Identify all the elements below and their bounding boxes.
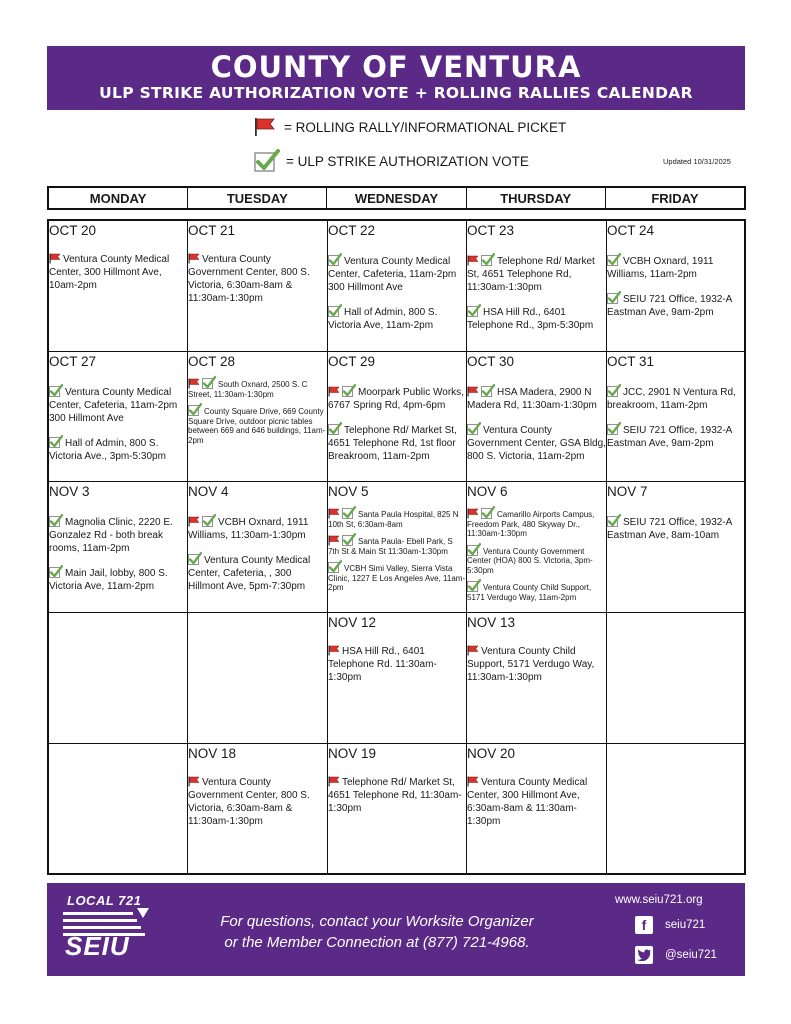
day-date: OCT 21 — [188, 223, 236, 238]
calendar-event — [467, 253, 606, 294]
calendar-event — [188, 403, 327, 445]
event-text: Ventura County Government Center, GSA Bldg, 800 S. Victoria, 11am-2pm — [467, 425, 606, 462]
event-text: Ventura County Medical Center, Cafeteria, 11am-2pm 300 Hillmont Ave — [49, 387, 178, 424]
calendar-event — [328, 533, 466, 556]
day-date: OCT 27 — [49, 354, 97, 369]
page-title: COUNTY OF VENTURA — [210, 50, 582, 84]
checkmark-icon — [342, 506, 356, 519]
event-text: Ventura County Government Center, 800 S. Victoria, 6:30am-8am & 11:30am-1:30pm — [188, 254, 310, 304]
calendar-grid — [47, 219, 746, 875]
calendar-event — [328, 384, 466, 412]
flag-icon — [254, 117, 278, 137]
calendar-event — [49, 384, 187, 425]
event-text: VCBH Simi Valley, Sierra Vista Clinic, 1227 E Los Angeles Ave, 11am-2pm — [328, 564, 466, 592]
calendar-event — [188, 514, 327, 542]
flag-icon — [328, 535, 340, 546]
flag-icon — [467, 645, 479, 656]
event-text: Telephone Rd/ Market St, 4651 Telephone Rd, 11:30am-1:30pm — [467, 256, 595, 293]
calendar-event — [328, 304, 466, 332]
checkmark-icon — [467, 422, 481, 435]
calendar-day-cell — [607, 482, 744, 613]
event-text: South Oxnard, 2500 S. C Street, 11:30am-1:30pm — [188, 380, 308, 399]
calendar-day-cell — [328, 221, 467, 352]
twitter-icon — [635, 946, 653, 964]
day-date: OCT 28 — [188, 354, 236, 369]
event-text: VCBH Oxnard, 1911 Williams, 11am-2pm — [607, 256, 714, 280]
checkmark-icon — [49, 565, 63, 578]
calendar-event — [188, 776, 327, 828]
calendar-day-cell — [49, 744, 188, 873]
calendar-event — [188, 376, 327, 399]
flag-icon — [467, 386, 479, 397]
event-text: Ventura County Medical Center, Cafeteria, , 300 Hillmont Ave, 5pm-7:30pm — [188, 555, 311, 592]
seiu-logo — [63, 893, 153, 969]
day-date: NOV 3 — [49, 484, 90, 499]
calendar-event — [607, 384, 744, 412]
checkmark-icon — [481, 506, 495, 519]
weekday-thursday: THURSDAY — [467, 188, 606, 208]
event-text: Telephone Rd/ Market St, 4651 Telephone Rd, 11:30am-1:30pm — [328, 777, 462, 814]
calendar-event — [467, 645, 606, 684]
calendar-day-cell — [328, 352, 467, 482]
checkmark-icon — [607, 291, 621, 304]
twitter-handle: @seiu721 — [665, 949, 717, 961]
legend-vote-label: = ULP STRIKE AUTHORIZATION VOTE — [286, 153, 529, 169]
calendar-day-cell — [607, 352, 744, 482]
checkmark-icon — [49, 384, 63, 397]
event-text: Ventura County Government Center, 800 S. Victoria, 6:30am-8am & 11:30am-1:30pm — [188, 777, 310, 827]
calendar-event — [188, 253, 327, 305]
checkmark-icon — [254, 149, 280, 173]
flag-icon — [328, 645, 340, 656]
event-text: Main Jail, lobby, 800 S. Victoria Ave, 11am-2pm — [49, 568, 168, 592]
calendar-event — [607, 253, 744, 281]
calendar-event — [607, 514, 744, 542]
legend-rally-label: = ROLLING RALLY/INFORMATIONAL PICKET — [284, 119, 567, 135]
calendar-event — [607, 422, 744, 450]
calendar-event — [49, 253, 187, 292]
calendar-day-cell — [467, 352, 607, 482]
checkmark-icon — [202, 514, 216, 527]
facebook-icon: f — [635, 916, 653, 934]
calendar-event — [467, 543, 606, 576]
day-date: OCT 31 — [607, 354, 655, 369]
calendar-event — [328, 645, 466, 684]
calendar-day-cell — [607, 221, 744, 352]
event-text: County Square Drive, 669 County Square Drive, outdoor picnic tables between 669 and 646 buildings, 11am-2pm — [188, 407, 326, 445]
flag-icon — [188, 516, 200, 527]
day-date: NOV 6 — [467, 484, 508, 499]
calendar-day-cell — [49, 352, 188, 482]
weekday-tuesday: TUESDAY — [188, 188, 327, 208]
event-text: Santa Paula Hospital, 825 N 10th St, 6:30am-8am — [328, 510, 459, 529]
checkmark-icon — [328, 253, 342, 266]
event-text: JCC, 2901 N Ventura Rd, breakroom, 11am-2pm — [607, 387, 736, 411]
event-text: HSA Hill Rd., 6401 Telephone Rd. 11:30am-1:30pm — [328, 646, 437, 683]
checkmark-icon — [188, 403, 202, 416]
day-date: OCT 24 — [607, 223, 655, 238]
event-text: VCBH Oxnard, 1911 Williams, 11:30am-1:30pm — [188, 517, 309, 541]
event-text: Ventura County Medical Center, 300 Hillmont Ave, 10am-2pm — [49, 254, 170, 291]
event-text: Hall of Admin, 800 S. Victoria Ave, 11am-2pm — [328, 307, 438, 331]
event-text: Ventura County Government Center (HOA) 800 S. Victoria, 3pm-5:30pm — [467, 546, 593, 575]
checkmark-icon — [328, 422, 342, 435]
legend-vote — [254, 149, 529, 173]
checkmark-icon — [607, 384, 621, 397]
checkmark-icon — [607, 514, 621, 527]
event-text: Ventura County Child Support, 5171 Verdugo Way, 11:30am-1:30pm — [467, 646, 595, 683]
day-date: OCT 22 — [328, 223, 376, 238]
event-text: HSA Hill Rd., 6401 Telephone Rd., 3pm-5:30pm — [467, 307, 594, 331]
calendar-event — [607, 291, 744, 319]
event-text: Ventura County Medical Center, Cafeteria, 11am-2pm 300 Hillmont Ave — [328, 256, 457, 293]
flag-icon — [188, 253, 200, 264]
flag-icon — [188, 776, 200, 787]
calendar-day-cell — [607, 613, 744, 744]
calendar-day-cell — [607, 744, 744, 873]
day-date: NOV 20 — [467, 746, 516, 761]
day-date: OCT 20 — [49, 223, 97, 238]
calendar-event — [328, 560, 466, 593]
checkmark-icon — [607, 253, 621, 266]
event-text: SEIU 721 Office, 1932-A Eastman Ave, 9am-2pm — [607, 294, 732, 318]
weekday-wednesday: WEDNESDAY — [327, 188, 466, 208]
flag-icon — [467, 255, 479, 266]
calendar-day-cell — [188, 221, 328, 352]
calendar-day-cell — [467, 613, 607, 744]
checkmark-icon — [342, 533, 356, 546]
day-date: NOV 12 — [328, 615, 377, 630]
checkmark-icon — [481, 384, 495, 397]
website-link[interactable]: www.seiu721.org — [615, 894, 703, 906]
event-text: Moorpark Public Works, 6767 Spring Rd, 4pm-6pm — [328, 387, 464, 411]
checkmark-icon — [328, 304, 342, 317]
checkmark-icon — [467, 579, 481, 592]
event-text: Telephone Rd/ Market St, 4651 Telephone Rd, 1st floor Breakroom, 11am-2pm — [328, 425, 457, 462]
event-text: SEIU 721 Office, 1932-A Eastman Ave, 8am-10am — [607, 517, 732, 541]
calendar-event — [49, 435, 187, 463]
event-text: Santa Paula- Ebell Park, S 7th St & Main St 11:30am-1:30pm — [328, 537, 453, 556]
facebook-handle: seiu721 — [665, 919, 706, 931]
flag-icon — [188, 378, 200, 389]
event-text: Ventura County Child Support, 5171 Verdugo Way, 11am-2pm — [467, 583, 592, 602]
checkmark-icon — [49, 435, 63, 448]
weekday-friday: FRIDAY — [651, 190, 699, 206]
event-text: Ventura County Medical Center, 300 Hillmont Ave, 6:30am-8am & 11:30am-1:30pm — [467, 777, 588, 827]
header-banner — [47, 46, 745, 110]
calendar-event — [467, 776, 606, 828]
day-date: OCT 29 — [328, 354, 376, 369]
flag-icon — [467, 776, 479, 787]
day-date: NOV 19 — [328, 746, 377, 761]
updated-date: Updated 10/31/2025 — [663, 157, 731, 166]
day-date: NOV 13 — [467, 615, 516, 630]
page-subtitle: ULP STRIKE AUTHORIZATION VOTE + ROLLING RALLIES CALENDAR — [99, 84, 693, 102]
day-date: OCT 23 — [467, 223, 515, 238]
flag-icon — [49, 253, 61, 264]
checkmark-icon — [607, 422, 621, 435]
calendar-event — [49, 565, 187, 593]
checkmark-icon — [328, 560, 342, 573]
day-date: NOV 4 — [188, 484, 229, 499]
checkmark-icon — [188, 552, 202, 565]
calendar-day-cell — [328, 613, 467, 744]
calendar-day-cell — [49, 482, 188, 613]
checkmark-icon — [342, 384, 356, 397]
twitter-link[interactable] — [635, 946, 717, 964]
calendar-event — [328, 253, 466, 294]
calendar-day-cell — [467, 482, 607, 613]
calendar-day-cell — [467, 744, 607, 873]
weekday-monday: MONDAY — [49, 188, 188, 208]
footer-banner — [47, 883, 745, 976]
calendar-event — [328, 422, 466, 463]
calendar-day-cell — [49, 613, 188, 744]
calendar-event — [467, 384, 606, 412]
day-date: NOV 5 — [328, 484, 369, 499]
calendar-event — [328, 776, 466, 815]
calendar-event — [467, 579, 606, 602]
calendar-event — [328, 506, 466, 529]
event-text: Camarillo Airports Campus, Freedom Park, 480 Skyway Dr., 11:30am-1:30pm — [467, 510, 595, 538]
event-text: HSA Madera, 2900 N Madera Rd, 11:30am-1:30pm — [467, 387, 597, 411]
flag-icon — [328, 776, 340, 787]
calendar-day-cell — [188, 744, 328, 873]
calendar-day-cell — [188, 352, 328, 482]
calendar-event — [49, 514, 187, 555]
calendar-day-cell — [467, 221, 607, 352]
day-date: NOV 18 — [188, 746, 237, 761]
checkmark-icon — [202, 376, 216, 389]
calendar-day-cell — [188, 482, 328, 613]
calendar-event — [467, 506, 606, 539]
legend-rally — [254, 117, 566, 137]
day-date: OCT 30 — [467, 354, 515, 369]
logo-local-text: LOCAL 721 — [67, 893, 142, 908]
calendar-event — [467, 422, 606, 463]
contact-text — [197, 911, 557, 953]
checkmark-icon — [481, 253, 495, 266]
event-text: Magnolia Clinic, 2220 E. Gonzalez Rd - both break rooms, 11am-2pm — [49, 517, 173, 554]
weekday-header — [47, 186, 746, 210]
checkmark-icon — [467, 543, 481, 556]
flag-icon — [328, 386, 340, 397]
event-text: Hall of Admin, 800 S. Victoria Ave., 3pm-5:30pm — [49, 438, 166, 462]
flag-icon — [467, 508, 479, 519]
facebook-link[interactable] — [635, 916, 705, 934]
logo-seiu-text: SEIU — [65, 931, 130, 961]
event-text: SEIU 721 Office, 1932-A Eastman Ave, 9am-2pm — [607, 425, 732, 449]
calendar-day-cell — [328, 744, 467, 873]
flag-icon — [328, 508, 340, 519]
day-date: NOV 7 — [607, 484, 648, 499]
calendar-event — [188, 552, 327, 593]
contact-line-2: or the Member Connection at (877) 721-4968. — [224, 934, 530, 951]
calendar-event — [467, 304, 606, 332]
calendar-day-cell — [328, 482, 467, 613]
calendar-day-cell — [49, 221, 188, 352]
checkmark-icon — [467, 304, 481, 317]
calendar-day-cell — [188, 613, 328, 744]
checkmark-icon — [49, 514, 63, 527]
contact-line-1: For questions, contact your Worksite Organizer — [220, 913, 534, 930]
